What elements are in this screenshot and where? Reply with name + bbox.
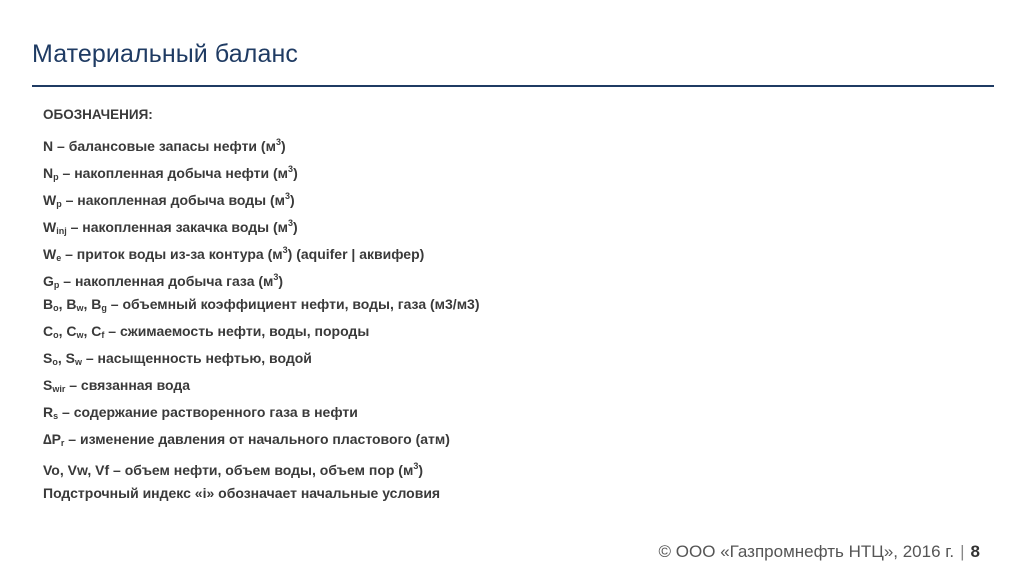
- notation-subscript: r: [60, 438, 65, 448]
- notation-description: – содержание растворенного газа в нефти: [58, 404, 358, 420]
- notation-description: – приток воды из-за контура (м: [61, 246, 283, 262]
- footer-copyright: © ООО «Газпромнефть НТЦ», 2016 г.: [658, 542, 955, 561]
- notation-lines: [43, 131, 943, 509]
- notation-description: – накопленная закачка воды (м: [66, 219, 288, 235]
- notation-superscript: 3: [287, 218, 293, 228]
- notation-symbol: W: [43, 192, 57, 208]
- notation-symbol: C: [43, 323, 54, 339]
- notation-subscript: o: [52, 357, 58, 367]
- notation-line: [43, 185, 943, 212]
- notation-symbol: W: [43, 246, 57, 262]
- notation-subscript: p: [53, 172, 59, 182]
- notation-symbol: ∆P: [43, 431, 61, 447]
- notation-symbol: Vo, Vw, Vf: [43, 462, 110, 478]
- notation-symbol-3: , C: [83, 323, 102, 339]
- notation-superscript: 3: [285, 191, 291, 201]
- notation-superscript: 3: [282, 245, 288, 255]
- notation-subscript: e: [56, 253, 62, 263]
- notation-description-tail: ): [290, 192, 295, 208]
- notation-symbol: S: [43, 350, 53, 366]
- notation-subscript: s: [53, 411, 59, 421]
- notation-description: – изменение давления от начального пластового (атм): [64, 431, 450, 447]
- notation-line: [43, 428, 943, 455]
- title-divider: [32, 85, 994, 87]
- notation-subscript: o: [53, 303, 59, 313]
- notation-description: – сжимаемость нефти, воды, породы: [104, 323, 370, 339]
- notation-list: [43, 104, 943, 509]
- notation-symbol-2: , B: [58, 296, 77, 312]
- notation-description-tail: ): [293, 165, 298, 181]
- notation-line: [43, 131, 943, 158]
- notation-description-tail: ) (aquifer | аквифер): [287, 246, 425, 262]
- notation-symbol: B: [43, 296, 54, 312]
- notation-symbol-2: , S: [57, 350, 75, 366]
- notation-symbol: G: [43, 273, 54, 289]
- notation-description: – балансовые запасы нефти (м: [53, 138, 276, 154]
- notation-description-tail: ): [292, 219, 298, 235]
- notation-superscript: 3: [413, 461, 419, 471]
- notation-line: [43, 374, 943, 401]
- notation-subscript-3: f: [101, 330, 105, 340]
- notation-subscript: wir: [52, 384, 66, 394]
- notation-description: – насыщенность нефтью, водой: [81, 350, 312, 366]
- notation-line: [43, 239, 943, 266]
- notation-line: [43, 320, 943, 347]
- notation-subscript: p: [53, 280, 60, 290]
- notation-line: [43, 455, 943, 482]
- notation-superscript: 3: [273, 272, 279, 282]
- notation-symbol-2: , C: [58, 323, 77, 339]
- notation-subscript: inj: [56, 226, 67, 236]
- notation-symbol: W: [43, 219, 57, 235]
- notation-description-tail: ): [280, 138, 286, 154]
- notation-symbol-3: , B: [83, 296, 102, 312]
- notation-line: [43, 293, 943, 320]
- notation-heading: ОБОЗНАЧЕНИЯ:: [43, 107, 153, 122]
- notation-symbol: Подстрочный индекс «i» обозначает начальные условия: [43, 485, 441, 501]
- notation-subscript-3: g: [101, 303, 107, 313]
- notation-line: [43, 158, 943, 185]
- notation-line: [43, 266, 943, 293]
- notation-symbol: N: [43, 165, 54, 181]
- footer: [659, 542, 980, 562]
- notation-description: – накопленная добыча газа (м: [59, 273, 274, 289]
- notation-line: [43, 212, 943, 239]
- notation-symbol: R: [43, 404, 54, 420]
- notation-subscript-2: w: [76, 330, 84, 340]
- notation-line: [43, 482, 943, 509]
- notation-line: [43, 347, 943, 374]
- notation-description: – объемный коэффициент нефти, воды, газа (м3/м3): [106, 296, 480, 312]
- page-number: 8: [970, 542, 980, 561]
- notation-line: [43, 401, 943, 428]
- notation-description: – связанная вода: [65, 377, 191, 393]
- notation-superscript: 3: [275, 137, 281, 147]
- notation-symbol: N: [43, 138, 54, 154]
- notation-subscript: o: [53, 330, 59, 340]
- footer-separator: |: [960, 542, 965, 561]
- slide-title: Материальный баланс: [32, 40, 298, 68]
- notation-description: – объем нефти, объем воды, объем пор (м: [109, 462, 414, 478]
- notation-subscript-2: w: [76, 303, 84, 313]
- notation-description: – накопленная добыча нефти (м: [58, 165, 289, 181]
- notation-superscript: 3: [288, 164, 294, 174]
- notation-description-tail: ): [278, 273, 284, 289]
- notation-symbol: S: [43, 377, 53, 393]
- notation-subscript-2: w: [74, 357, 82, 367]
- notation-description-tail: ): [418, 462, 424, 478]
- notation-description: – накопленная добыча воды (м: [61, 192, 285, 208]
- notation-subscript: p: [56, 199, 62, 209]
